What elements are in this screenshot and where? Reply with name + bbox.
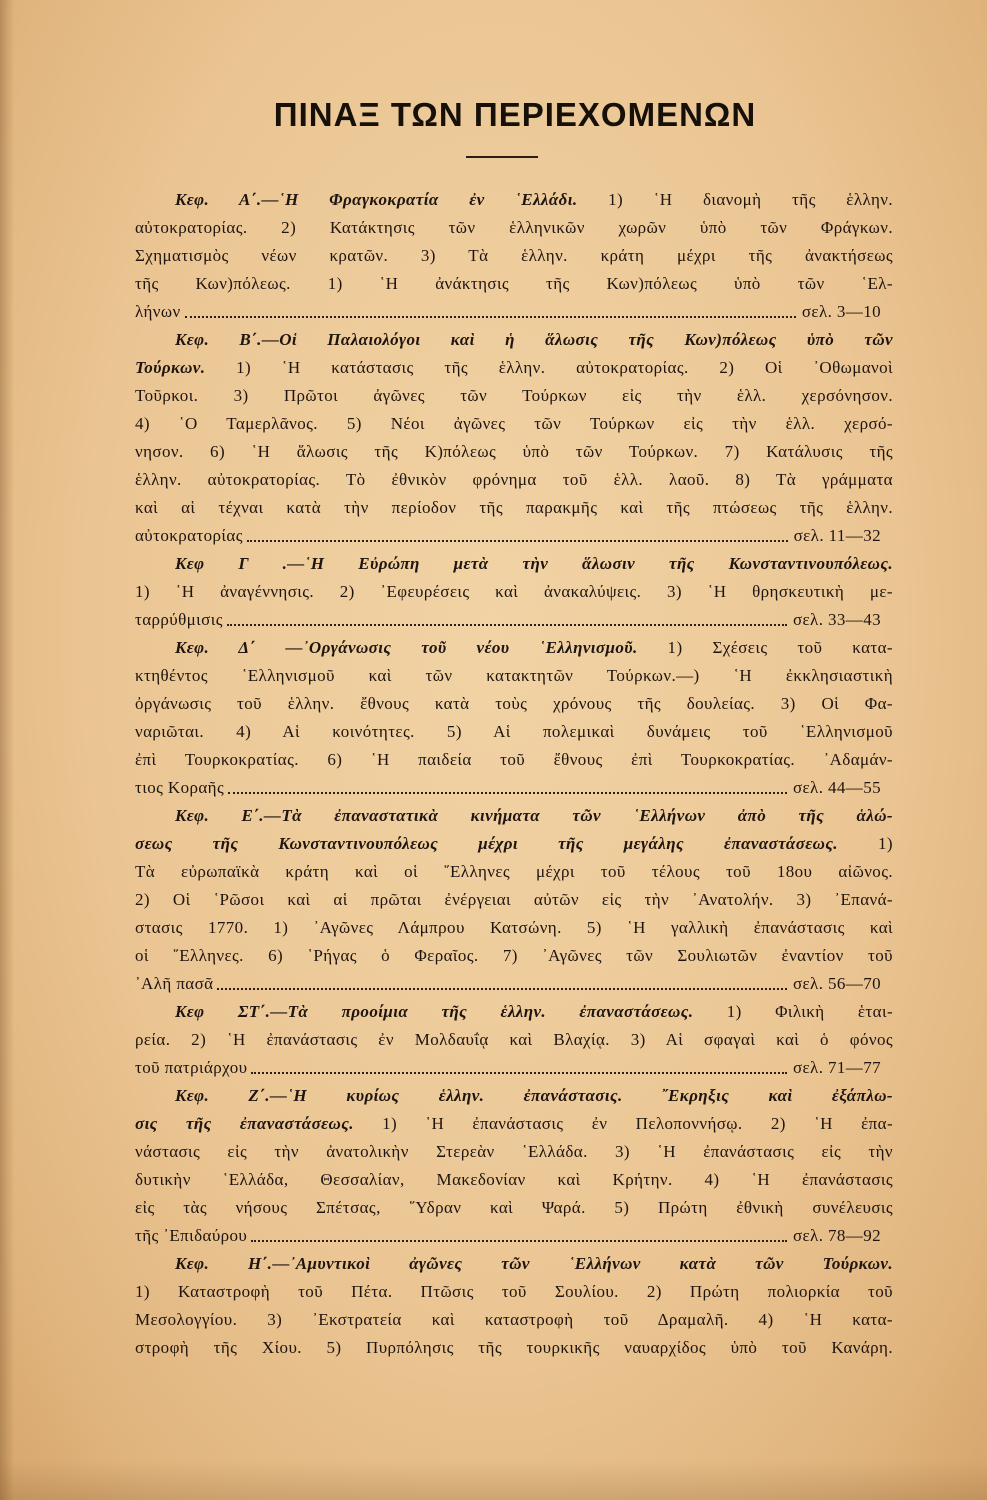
chapter-entry — [135, 1250, 893, 1362]
text-line — [135, 886, 893, 914]
text-line — [135, 858, 893, 886]
entry-text: ἑλλην. αὐτοκρατορίας. Τὸ ἐθνικὸν φρόνημα τοῦ ἑλλ. λαοῦ. 8) Τὰ γράμματα — [135, 470, 893, 489]
text-line — [135, 1082, 893, 1110]
entry-text: οἱ ῞Ελληνες. 6) ῾Ρήγας ὁ Φεραῖος. 7) ᾿Αγῶνες τῶν Σουλιωτῶν ἐναντίον τοῦ — [135, 946, 893, 965]
entry-text: 1) Φιλικὴ ἑται- — [693, 1002, 893, 1021]
text-line — [135, 1194, 893, 1222]
chapter-heading: Τούρκων. — [135, 358, 206, 377]
dot-leader — [217, 988, 786, 990]
chapter-entry — [135, 998, 893, 1082]
text-line — [135, 466, 893, 494]
entry-text: Σχηματισμὸς νέων κρατῶν. 3) Τὰ ἑλλην. κράτη μέχρι τῆς ἀνακτήσεως — [135, 246, 893, 265]
text-line — [135, 186, 893, 214]
chapter-entry — [135, 1082, 893, 1250]
text-line — [135, 998, 893, 1026]
entry-text: ἐπὶ Τουρκοκρατίας. 6) ῾Η παιδεία τοῦ ἔθνους ἐπὶ Τουρκοκρατίας. ᾿Αδαμάν- — [135, 750, 893, 769]
page-reference-line — [135, 522, 893, 550]
entry-text: ταρρύθμισις — [135, 610, 223, 629]
text-line — [135, 802, 893, 830]
entry-text: ρεία. 2) ῾Η ἐπανάστασις ἐν Μολδαυΐᾳ καὶ Βλαχίᾳ. 3) Αἱ σφαγαὶ καὶ ὁ φόνος — [135, 1030, 893, 1049]
text-line — [135, 662, 893, 690]
entry-text: Μεσολογγίου. 3) ᾿Εκστρατεία καὶ καταστροφὴ τοῦ Δραμαλῆ. 4) ῾Η κατα- — [135, 1310, 893, 1329]
text-line — [135, 746, 893, 774]
text-line — [135, 942, 893, 970]
chapter-heading: σις τῆς ἐπαναστάσεως. — [135, 1114, 354, 1133]
page-reference-line — [135, 606, 893, 634]
text-line — [135, 1166, 893, 1194]
entry-text: 1) Καταστροφὴ τοῦ Πέτα. Πτῶσις τοῦ Σουλίου. 2) Πρώτη πολιορκία τοῦ — [135, 1282, 893, 1301]
dot-leader — [251, 1240, 787, 1242]
text-line — [135, 718, 893, 746]
chapter-heading: Κεφ. Δ΄ —᾿Οργάνωσις τοῦ νέου ῾Ελληνισμοῦ. — [175, 638, 638, 657]
text-line — [135, 382, 893, 410]
page-reference-line — [135, 1222, 893, 1250]
dot-leader — [185, 316, 796, 318]
dot-leader — [228, 792, 787, 794]
entry-text: τιος Κοραῆς — [135, 778, 225, 797]
chapter-entry — [135, 550, 893, 634]
entry-text: στροφὴ τῆς Χίου. 5) Πυρπόλησις τῆς τουρκικῆς ναυαρχίδος ὑπὸ τοῦ Κανάρη. — [135, 1338, 893, 1357]
entry-text: 2) Οἱ ῾Ρῶσοι καὶ αἱ πρῶται ἐνέργειαι αὐτῶν εἰς τὴν ᾿Ανατολήν. 3) ᾿Επανά- — [135, 890, 893, 909]
entry-text: Τοῦρκοι. 3) Πρῶτοι ἀγῶνες τῶν Τούρκων εἰς τὴν ἑλλ. χερσόνησον. — [135, 386, 893, 405]
page-reference-line — [135, 1054, 893, 1082]
entry-text: τῆς ᾿Επιδαύρου — [135, 1226, 248, 1245]
entry-text: τῆς Κων)πόλεως. 1) ῾Η ἀνάκτησις τῆς Κων)πόλεως ὑπὸ τῶν ῾Ελ- — [135, 274, 893, 293]
entry-text: Τὰ εὐρωπαϊκὰ κράτη καὶ οἱ ῞Ελληνες μέχρι τοῦ τέλους τοῦ 18ου αἰῶνος. — [135, 862, 893, 881]
text-line — [135, 830, 893, 858]
chapter-heading: Κεφ. Α΄.—῾Η Φραγκοκρατία ἐν ῾Ελλάδι. — [175, 190, 578, 209]
chapter-heading: Κεφ ΣΤ΄.—Τὰ προοίμια τῆς ἑλλην. ἐπαναστάσεως. — [175, 1002, 694, 1021]
dot-leader — [251, 1072, 786, 1074]
chapter-heading: Κεφ. Η΄.—᾿Αμυντικοὶ ἀγῶνες τῶν ῾Ελλήνων κατὰ τῶν Τούρκων. — [175, 1254, 893, 1273]
entry-text: ναριῶται. 4) Αἱ κοινότητες. 5) Αἱ πολεμικαὶ δυνάμεις τοῦ ῾Ελληνισμοῦ — [135, 722, 893, 741]
text-line — [135, 214, 893, 242]
entry-text: νησον. 6) ῾Η ἅλωσις τῆς Κ)πόλεως ὑπὸ τῶν Τούρκων. 7) Κατάλυσις τῆς — [135, 442, 893, 461]
entry-text: 1) — [837, 834, 893, 853]
entry-text: λήνων — [135, 302, 181, 321]
chapter-heading: σεως τῆς Κωνσταντινουπόλεως μέχρι τῆς μεγάλης ἐπαναστάσεως. — [135, 834, 838, 853]
entry-text: ὀργάνωσις τοῦ ἑλλην. ἔθνους κατὰ τοὺς χρόνους τῆς δουλείας. 3) Οἱ Φα- — [135, 694, 893, 713]
text-line — [135, 242, 893, 270]
text-line — [135, 1306, 893, 1334]
chapter-heading: Κεφ. Ζ΄.—῾Η κυρίως ἑλλην. ἐπανάστασις. ῎Εκρηξις καὶ ἐξάπλω- — [175, 1086, 893, 1105]
dot-leader — [227, 624, 787, 626]
page-number: σελ. 3—10 — [801, 302, 881, 321]
text-line — [135, 1026, 893, 1054]
text-line — [135, 410, 893, 438]
chapter-heading: Κεφ. Β΄.—Οἱ Παλαιολόγοι καὶ ἡ ἅλωσις τῆς Κων)πόλεως ὑπὸ τῶν — [175, 330, 893, 349]
chapter-heading: Κεφ. Ε΄.—Τὰ ἐπαναστατικὰ κινήματα τῶν ῾Ελλήνων ἀπὸ τῆς ἁλώ- — [175, 806, 893, 825]
page-reference-line — [135, 970, 893, 998]
entry-text: αὐτοκρατορίας — [135, 526, 243, 545]
text-line — [135, 354, 893, 382]
entry-text: δυτικὴν ῾Ελλάδα, Θεσσαλίαν, Μακεδονίαν καὶ Κρήτην. 4) ῾Η ἐπανάστασις — [135, 1170, 893, 1189]
text-line — [135, 690, 893, 718]
dot-leader — [247, 540, 788, 542]
chapter-entry — [135, 186, 893, 326]
entry-text: τοῦ πατριάρχου — [135, 1058, 248, 1077]
entry-text: νάστασις εἰς τὴν ἀνατολικὴν Στερεὰν ῾Ελλάδα. 3) ῾Η ἐπανάστασις εἰς τὴν — [135, 1142, 893, 1161]
text-line — [135, 550, 893, 578]
text-line — [135, 1278, 893, 1306]
entry-text: 1) ῾Η διανομὴ τῆς ἑλλην. — [577, 190, 893, 209]
entry-text: καὶ αἱ τέχναι κατὰ τὴν περίοδον τῆς παρακμῆς καὶ τῆς πτώσεως τῆς ἑλλην. — [135, 498, 893, 517]
entry-text: εἰς τὰς νήσους Σπέτσας, ῞Υδραν καὶ Ψαρά. 5) Πρώτη ἐθνικὴ συνέλευσις — [135, 1198, 893, 1217]
entry-text: 1) ῾Η ἀναγέννησις. 2) ᾿Εφευρέσεις καὶ ἀνακαλύψεις. 3) ῾Η θρησκευτικὴ με- — [135, 582, 893, 601]
entry-text: 1) ῾Η ἐπανάστασις ἐν Πελοποννήσῳ. 2) ῾Η ἐπα- — [353, 1114, 893, 1133]
text-line — [135, 634, 893, 662]
chapter-entry — [135, 326, 893, 550]
page-number: σελ. 11—32 — [793, 526, 881, 545]
paper-edge-shadow — [0, 0, 14, 1500]
text-line — [135, 438, 893, 466]
text-line — [135, 1138, 893, 1166]
chapter-heading: Κεφ Γ .—῾Η Εὐρώπη μετὰ τὴν ἅλωσιν τῆς Κωνσταντινουπόλεως. — [175, 554, 893, 573]
page-number: σελ. 71—77 — [792, 1058, 881, 1077]
title-rule — [466, 156, 538, 158]
page-number: σελ. 44—55 — [792, 778, 881, 797]
text-line — [135, 1110, 893, 1138]
text-line — [135, 914, 893, 942]
text-line — [135, 578, 893, 606]
entry-text: στασις 1770. 1) ᾿Αγῶνες Λάμπρου Κατσώνη. 5) ῾Η γαλλικὴ ἐπανάστασις καὶ — [135, 918, 893, 937]
entry-text: 4) ῾Ο Ταμερλᾶνος. 5) Νέοι ἀγῶνες τῶν Τούρκων εἰς τὴν ἑλλ. χερσό- — [135, 414, 893, 433]
text-line — [135, 494, 893, 522]
chapter-entry — [135, 802, 893, 998]
text-line — [135, 326, 893, 354]
page-title: ΠΙΝΑΞ ΤΩΝ ΠΕΡΙΕΧΟΜΕΝΩΝ — [273, 96, 757, 133]
page-reference-line — [135, 774, 893, 802]
entry-text: 1) Σχέσεις τοῦ κατα- — [637, 638, 893, 657]
entry-text: 1) ῾Η κατάστασις τῆς ἑλλην. αὐτοκρατορίας. 2) Οἱ ᾿Οθωμανοὶ — [205, 358, 893, 377]
paper-bottom-shadow — [0, 1460, 987, 1500]
page-number: σελ. 78—92 — [792, 1226, 881, 1245]
text-line — [135, 270, 893, 298]
table-of-contents — [135, 186, 893, 1362]
text-line — [135, 1250, 893, 1278]
page-reference-line — [135, 298, 893, 326]
entry-text: ᾿Αλῆ πασᾶ — [135, 974, 214, 993]
entry-text: κτηθέντος ῾Ελληνισμοῦ καὶ τῶν κατακτητῶν Τούρκων.—) ῾Η ἐκκλησιαστικὴ — [135, 666, 893, 685]
page-number: σελ. 33—43 — [792, 610, 881, 629]
text-line — [135, 1334, 893, 1362]
page-number: σελ. 56—70 — [792, 974, 881, 993]
chapter-entry — [135, 634, 893, 802]
entry-text: αὐτοκρατορίας. 2) Κατάκτησις τῶν ἑλληνικῶν χωρῶν ὑπὸ τῶν Φράγκων. — [135, 218, 893, 237]
